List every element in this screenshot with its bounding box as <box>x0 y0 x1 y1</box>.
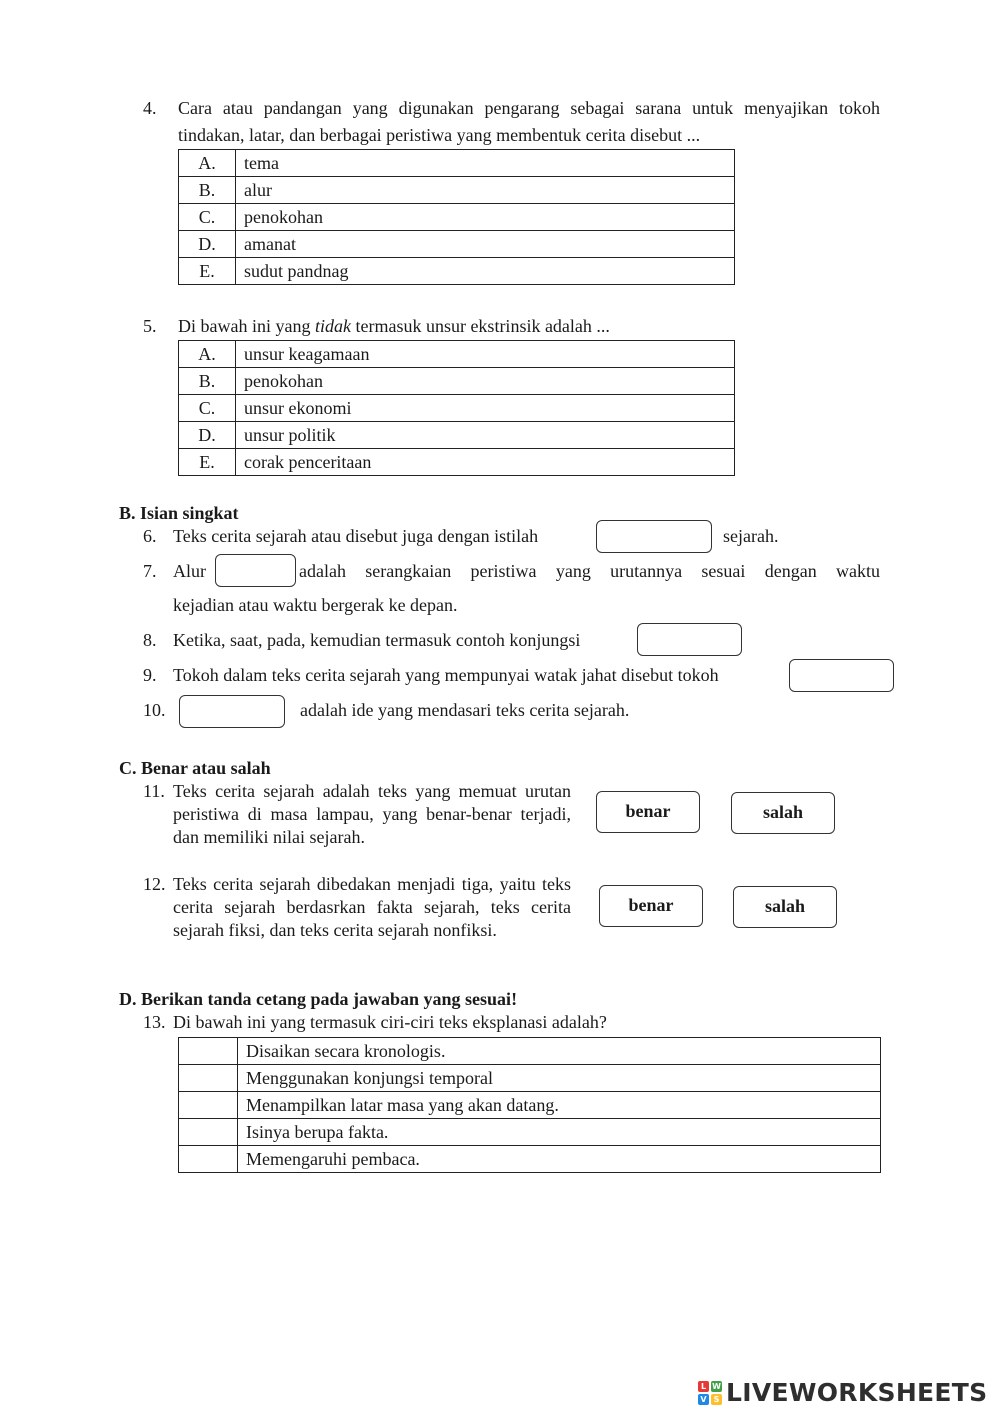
q12-salah-button[interactable]: salah <box>733 886 837 928</box>
q9-answer-input[interactable] <box>789 659 894 692</box>
checklist-text: Menggunakan konjungsi temporal <box>238 1065 881 1092</box>
checkbox-cell[interactable] <box>179 1038 238 1065</box>
q5-options-table <box>178 340 735 476</box>
q12-text: Teks cerita sejarah dibedakan menjadi tiga, yaitu teks cerita sejarah berdasrkan fakta sejarah, teks cerita sejarah fiksi, dan teks cerita sejarah nonfiksi. <box>173 874 571 940</box>
checklist-row <box>179 1119 881 1146</box>
q9-text: Tokoh dalam teks cerita sejarah yang mempunyai watak jahat disebut tokoh <box>173 665 719 685</box>
q7-answer-input[interactable] <box>215 554 296 587</box>
q11-text: Teks cerita sejarah adalah teks yang memuat urutan peristiwa di masa lampau, yang benar-benar terjadi, dan memiliki nilai sejarah. <box>173 781 571 847</box>
checklist-text: Disaikan secara kronologis. <box>238 1038 881 1065</box>
option-text: unsur keagamaan <box>236 341 735 368</box>
q5-text <box>178 313 610 340</box>
option-row[interactable] <box>179 422 735 449</box>
option-text: tema <box>236 150 735 177</box>
q10-text-after: adalah ide yang mendasari teks cerita sejarah. <box>300 700 630 720</box>
option-letter: C. <box>179 395 236 422</box>
q13-checklist-table <box>178 1037 881 1173</box>
option-letter: B. <box>179 177 236 204</box>
q7-text-line2: kejadian atau waktu bergerak ke depan. <box>173 595 458 615</box>
q4-text: Cara atau pandangan yang digunakan pengarang sebagai sarana untuk menyajikan tokoh tindakan, latar, dan berbagai peristiwa yang membentuk cerita disebut ... <box>178 98 880 145</box>
checklist-text: Memengaruhi pembaca. <box>238 1146 881 1173</box>
option-text: penokohan <box>236 368 735 395</box>
q7-text-after: adalah serangkaian peristiwa yang urutannya sesuai dengan waktu <box>299 561 880 581</box>
q5-number: 5. <box>143 316 157 336</box>
checklist-row <box>179 1065 881 1092</box>
q6-answer-input[interactable] <box>596 520 712 553</box>
q5-text-before: Di bawah ini yang <box>178 316 315 336</box>
option-letter: A. <box>179 150 236 177</box>
logo-letter: V <box>698 1394 709 1405</box>
q12-number: 12. <box>143 874 166 894</box>
section-b-heading: B. Isian singkat <box>119 503 239 523</box>
checklist-row <box>179 1092 881 1119</box>
option-row[interactable] <box>179 177 735 204</box>
q8-text: Ketika, saat, pada, kemudian termasuk contoh konjungsi <box>173 630 581 650</box>
checklist-text: Isinya berupa fakta. <box>238 1119 881 1146</box>
q8-answer-input[interactable] <box>637 623 742 656</box>
q4-number: 4. <box>143 98 157 118</box>
option-text: unsur ekonomi <box>236 395 735 422</box>
q4-options-table <box>178 149 735 285</box>
checklist-text: Menampilkan latar masa yang akan datang. <box>238 1092 881 1119</box>
option-letter: D. <box>179 422 236 449</box>
option-letter: C. <box>179 204 236 231</box>
option-letter: E. <box>179 258 236 285</box>
q5-text-after: termasuk unsur ekstrinsik adalah ... <box>350 316 610 336</box>
q6-number: 6. <box>143 526 157 546</box>
section-d-heading: D. Berikan tanda cetang pada jawaban yang sesuai! <box>119 989 518 1009</box>
checklist-row <box>179 1038 881 1065</box>
q8-number: 8. <box>143 630 157 650</box>
q6-text-before: Teks cerita sejarah atau disebut juga dengan istilah <box>173 526 539 546</box>
option-row[interactable] <box>179 204 735 231</box>
option-text: sudut pandnag <box>236 258 735 285</box>
checklist-row <box>179 1146 881 1173</box>
option-text: penokohan <box>236 204 735 231</box>
option-text: alur <box>236 177 735 204</box>
q11-number: 11. <box>143 781 165 801</box>
logo-letter: L <box>698 1381 709 1392</box>
q7-text-before: Alur <box>173 561 206 581</box>
option-letter: B. <box>179 368 236 395</box>
q13-number: 13. <box>143 1012 166 1032</box>
option-row[interactable] <box>179 449 735 476</box>
logo-letter: W <box>712 1381 721 1391</box>
option-row[interactable] <box>179 150 735 177</box>
section-c-heading: C. Benar atau salah <box>119 758 271 778</box>
logo-mark-icon <box>698 1381 722 1405</box>
option-row[interactable] <box>179 258 735 285</box>
option-letter: A. <box>179 341 236 368</box>
option-letter: D. <box>179 231 236 258</box>
q11-benar-button[interactable]: benar <box>596 791 700 833</box>
q10-answer-input[interactable] <box>179 695 285 728</box>
checkbox-cell[interactable] <box>179 1092 238 1119</box>
option-text: amanat <box>236 231 735 258</box>
option-row[interactable] <box>179 341 735 368</box>
q6-text-after: sejarah. <box>723 526 779 546</box>
q7-number: 7. <box>143 561 157 581</box>
option-row[interactable] <box>179 395 735 422</box>
q5-text-italic: tidak <box>314 316 351 336</box>
q10-number: 10. <box>143 700 166 720</box>
option-text: unsur politik <box>236 422 735 449</box>
checkbox-cell[interactable] <box>179 1119 238 1146</box>
logo-letter: S <box>711 1394 722 1405</box>
liveworksheets-logo[interactable] <box>698 1378 987 1407</box>
option-row[interactable] <box>179 368 735 395</box>
checkbox-cell[interactable] <box>179 1065 238 1092</box>
option-text: corak penceritaan <box>236 449 735 476</box>
q11-salah-button[interactable]: salah <box>731 792 835 834</box>
q12-benar-button[interactable]: benar <box>599 885 703 927</box>
option-letter: E. <box>179 449 236 476</box>
checkbox-cell[interactable] <box>179 1146 238 1173</box>
option-row[interactable] <box>179 231 735 258</box>
logo-brand-text: LIVEWORKSHEETS <box>726 1378 988 1407</box>
q9-number: 9. <box>143 665 157 685</box>
q13-text: Di bawah ini yang termasuk ciri-ciri teks eksplanasi adalah? <box>173 1012 607 1032</box>
